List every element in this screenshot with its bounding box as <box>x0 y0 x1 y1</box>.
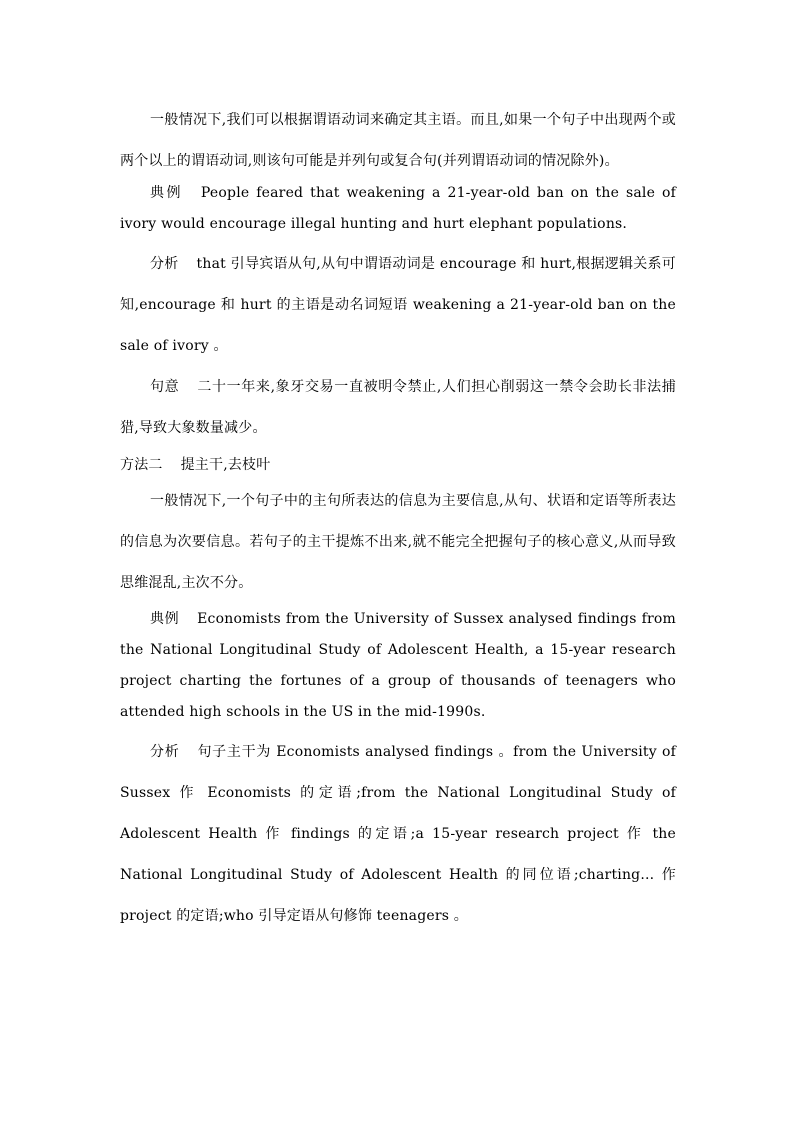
paragraph-intro: 一般情况下,我们可以根据谓语动词来确定其主语。而且,如果一个句子中出现两个或两个以上的谓语动词,则该句可能是并列句或复合句(并列谓语动词的情况除外)。 <box>120 112 676 169</box>
translation-text: 二十一年来,象牙交易一直被明令禁止,人们担心削弱这一禁令会助长非法捕猎,导致大象数量减少。 <box>120 379 676 436</box>
method-title: 提主干,去枝叶 <box>180 457 271 473</box>
translation-1 <box>120 367 676 449</box>
method-label: 方法二 <box>120 457 163 473</box>
translation-label: 句意 <box>150 379 180 395</box>
analysis-text: 句子主干为 Economists analysed findings 。from the University of Sussex 作 Economists 的定语;from the National Longitudinal Study of Adolescent Health 作 findings 的定语;a 15-year research project 作 the National Longitudinal Study of Adolescent Health 的同位语;charting... 作 project 的定语;who 引导定语从句修饰 teenagers 。 <box>120 744 676 924</box>
analysis-text: that 引导宾语从句,从句中谓语动词是 encourage 和 hurt,根据逻辑关系可知,encourage 和 hurt 的主语是动名词短语 weakening a 21-year-old ban on the sale of ivory 。 <box>120 256 676 354</box>
analysis-1 <box>120 244 676 367</box>
example-text: Economists from the University of Sussex analysed findings from the National Longitudinal Study of Adolescent Health, a 15-year research project charting the fortunes of a group of thousands of teenagers who attended high schools in the US in the mid-1990s. <box>120 611 676 720</box>
example-1 <box>120 178 676 240</box>
analysis-label: 分析 <box>150 744 180 760</box>
example-label: 典例 <box>150 185 183 201</box>
method-2-heading <box>120 449 676 481</box>
example-label: 典例 <box>150 611 180 627</box>
example-2 <box>120 604 676 728</box>
text-column <box>120 100 676 937</box>
analysis-label: 分析 <box>150 256 179 272</box>
paragraph-method-2: 一般情况下,一个句子中的主句所表达的信息为主要信息,从句、状语和定语等所表达的信息为次要信息。若句子的主干提炼不出来,就不能完全把握句子的核心意义,从而导致思维混乱,主次不分。 <box>120 493 676 591</box>
analysis-2 <box>120 732 676 937</box>
example-text: People feared that weakening a 21-year-old ban on the sale of ivory would encourage illegal hunting and hurt elephant populations. <box>120 185 676 232</box>
